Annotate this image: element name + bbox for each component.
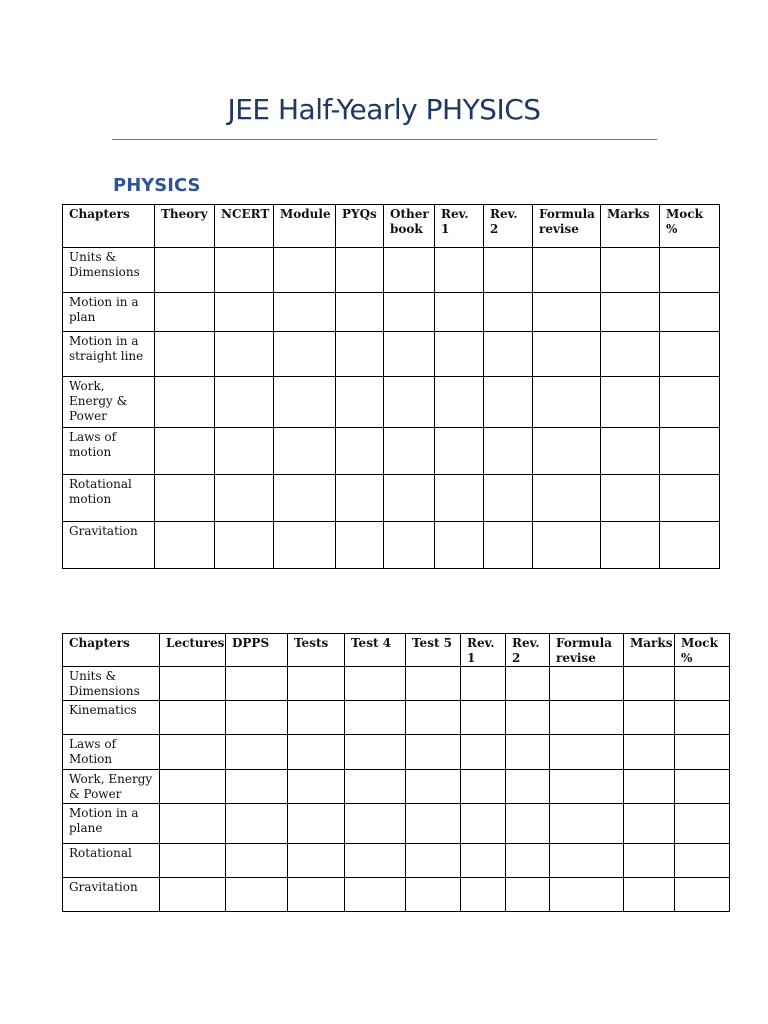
progress-cell[interactable] <box>288 844 345 878</box>
table-row <box>63 878 730 912</box>
progress-cell[interactable] <box>155 475 215 522</box>
progress-cell[interactable] <box>384 293 435 332</box>
progress-cell[interactable] <box>406 844 461 878</box>
progress-cell[interactable] <box>675 878 730 912</box>
progress-cell[interactable] <box>461 844 506 878</box>
progress-cell[interactable] <box>406 735 461 770</box>
progress-cell[interactable] <box>406 701 461 735</box>
progress-cell[interactable] <box>274 332 336 377</box>
progress-cell[interactable] <box>533 522 601 569</box>
chapter-name: Kinematics <box>63 701 160 735</box>
column-header: Formula revise <box>550 634 624 667</box>
progress-cell[interactable] <box>336 522 384 569</box>
column-header: Rev. 2 <box>484 205 533 248</box>
section-heading: PHYSICS <box>113 175 201 196</box>
progress-cell[interactable] <box>345 701 406 735</box>
progress-cell[interactable] <box>675 735 730 770</box>
table-row <box>63 428 720 475</box>
table-row <box>63 667 730 701</box>
progress-cell[interactable] <box>160 667 226 701</box>
physics-tracker-table-1 <box>62 204 720 569</box>
progress-cell[interactable] <box>155 377 215 428</box>
table-row <box>63 248 720 293</box>
table-header-row <box>63 634 730 667</box>
progress-cell[interactable] <box>336 377 384 428</box>
progress-cell[interactable] <box>384 522 435 569</box>
progress-cell[interactable] <box>288 804 345 844</box>
progress-cell[interactable] <box>660 522 720 569</box>
page-title: JEE Half-Yearly PHYSICS <box>227 93 541 126</box>
progress-cell[interactable] <box>345 667 406 701</box>
column-header: Test 4 <box>345 634 406 667</box>
table-row <box>63 735 730 770</box>
chapter-name: Work, Energy & Power <box>63 377 155 428</box>
chapter-name: Motion in a plane <box>63 804 160 844</box>
progress-cell[interactable] <box>533 428 601 475</box>
progress-cell[interactable] <box>336 293 384 332</box>
table-row <box>63 522 720 569</box>
progress-cell[interactable] <box>435 475 484 522</box>
progress-cell[interactable] <box>155 248 215 293</box>
column-header: Mock % <box>675 634 730 667</box>
progress-cell[interactable] <box>274 248 336 293</box>
progress-cell[interactable] <box>675 804 730 844</box>
column-header: Formula revise <box>533 205 601 248</box>
progress-cell[interactable] <box>215 248 274 293</box>
title-underline <box>112 139 657 140</box>
progress-cell[interactable] <box>435 377 484 428</box>
progress-cell[interactable] <box>274 522 336 569</box>
progress-cell[interactable] <box>288 701 345 735</box>
progress-cell[interactable] <box>660 248 720 293</box>
chapter-name: Work, Energy & Power <box>63 770 160 804</box>
progress-cell[interactable] <box>660 377 720 428</box>
progress-cell[interactable] <box>484 428 533 475</box>
progress-cell[interactable] <box>274 377 336 428</box>
column-header: Test 5 <box>406 634 461 667</box>
chapter-name: Laws of Motion <box>63 735 160 770</box>
column-header: Other book <box>384 205 435 248</box>
table-row <box>63 701 730 735</box>
progress-cell[interactable] <box>484 248 533 293</box>
progress-cell[interactable] <box>506 735 550 770</box>
column-header: Lectures <box>160 634 226 667</box>
progress-cell[interactable] <box>288 667 345 701</box>
progress-cell[interactable] <box>660 475 720 522</box>
table-row <box>63 770 730 804</box>
progress-cell[interactable] <box>601 248 660 293</box>
progress-cell[interactable] <box>226 844 288 878</box>
progress-cell[interactable] <box>215 475 274 522</box>
progress-cell[interactable] <box>215 428 274 475</box>
progress-cell[interactable] <box>226 667 288 701</box>
chapter-name: Laws of motion <box>63 428 155 475</box>
table-row <box>63 475 720 522</box>
progress-cell[interactable] <box>601 475 660 522</box>
column-header: Chapters <box>63 634 160 667</box>
table-row <box>63 293 720 332</box>
progress-cell[interactable] <box>484 522 533 569</box>
progress-cell[interactable] <box>155 293 215 332</box>
progress-cell[interactable] <box>288 735 345 770</box>
progress-cell[interactable] <box>550 770 624 804</box>
progress-cell[interactable] <box>160 701 226 735</box>
progress-cell[interactable] <box>624 701 675 735</box>
progress-cell[interactable] <box>384 428 435 475</box>
progress-cell[interactable] <box>336 248 384 293</box>
progress-cell[interactable] <box>274 428 336 475</box>
progress-cell[interactable] <box>384 475 435 522</box>
progress-cell[interactable] <box>336 475 384 522</box>
progress-cell[interactable] <box>345 804 406 844</box>
column-header: Module <box>274 205 336 248</box>
progress-cell[interactable] <box>461 804 506 844</box>
progress-cell[interactable] <box>226 770 288 804</box>
progress-cell[interactable] <box>226 804 288 844</box>
progress-cell[interactable] <box>550 844 624 878</box>
progress-cell[interactable] <box>601 293 660 332</box>
progress-cell[interactable] <box>675 701 730 735</box>
progress-cell[interactable] <box>675 770 730 804</box>
progress-cell[interactable] <box>406 878 461 912</box>
progress-cell[interactable] <box>484 377 533 428</box>
progress-cell[interactable] <box>461 770 506 804</box>
progress-cell[interactable] <box>601 377 660 428</box>
column-header: Rev. 2 <box>506 634 550 667</box>
progress-cell[interactable] <box>384 248 435 293</box>
progress-cell[interactable] <box>336 428 384 475</box>
progress-cell[interactable] <box>461 701 506 735</box>
progress-cell[interactable] <box>484 332 533 377</box>
column-header: Mock % <box>660 205 720 248</box>
progress-cell[interactable] <box>506 701 550 735</box>
chapter-name: Motion in a straight line <box>63 332 155 377</box>
progress-cell[interactable] <box>215 293 274 332</box>
progress-cell[interactable] <box>533 377 601 428</box>
column-header: Tests <box>288 634 345 667</box>
progress-cell[interactable] <box>288 770 345 804</box>
progress-cell[interactable] <box>484 293 533 332</box>
progress-cell[interactable] <box>226 878 288 912</box>
chapter-name: Rotational motion <box>63 475 155 522</box>
progress-cell[interactable] <box>533 293 601 332</box>
progress-cell[interactable] <box>288 878 345 912</box>
progress-cell[interactable] <box>461 735 506 770</box>
column-header: NCERT <box>215 205 274 248</box>
progress-cell[interactable] <box>506 770 550 804</box>
progress-cell[interactable] <box>435 248 484 293</box>
progress-cell[interactable] <box>336 332 384 377</box>
table-header-row <box>63 205 720 248</box>
progress-cell[interactable] <box>601 522 660 569</box>
progress-cell[interactable] <box>624 735 675 770</box>
progress-cell[interactable] <box>345 735 406 770</box>
table-row <box>63 377 720 428</box>
column-header: Rev. 1 <box>435 205 484 248</box>
progress-cell[interactable] <box>624 844 675 878</box>
progress-cell[interactable] <box>215 377 274 428</box>
progress-cell[interactable] <box>160 735 226 770</box>
progress-cell[interactable] <box>660 428 720 475</box>
column-header: Chapters <box>63 205 155 248</box>
table-row <box>63 804 730 844</box>
progress-cell[interactable] <box>533 248 601 293</box>
column-header: Theory <box>155 205 215 248</box>
chapter-name: Units & Dimensions <box>63 248 155 293</box>
progress-cell[interactable] <box>675 667 730 701</box>
progress-cell[interactable] <box>345 878 406 912</box>
column-header: Rev. 1 <box>461 634 506 667</box>
progress-cell[interactable] <box>660 332 720 377</box>
progress-cell[interactable] <box>484 475 533 522</box>
column-header: Marks <box>601 205 660 248</box>
column-header: DPPS <box>226 634 288 667</box>
progress-cell[interactable] <box>533 332 601 377</box>
progress-cell[interactable] <box>345 844 406 878</box>
progress-cell[interactable] <box>624 667 675 701</box>
progress-cell[interactable] <box>435 332 484 377</box>
progress-cell[interactable] <box>624 770 675 804</box>
progress-cell[interactable] <box>406 667 461 701</box>
progress-cell[interactable] <box>215 522 274 569</box>
progress-cell[interactable] <box>506 844 550 878</box>
progress-cell[interactable] <box>160 844 226 878</box>
progress-cell[interactable] <box>533 475 601 522</box>
progress-cell[interactable] <box>550 735 624 770</box>
progress-cell[interactable] <box>624 804 675 844</box>
progress-cell[interactable] <box>506 878 550 912</box>
progress-cell[interactable] <box>601 332 660 377</box>
progress-cell[interactable] <box>155 428 215 475</box>
progress-cell[interactable] <box>226 735 288 770</box>
progress-cell[interactable] <box>506 804 550 844</box>
progress-cell[interactable] <box>550 878 624 912</box>
chapter-name: Motion in a plan <box>63 293 155 332</box>
progress-cell[interactable] <box>274 475 336 522</box>
table-row <box>63 332 720 377</box>
progress-cell[interactable] <box>155 332 215 377</box>
column-header: Marks <box>624 634 675 667</box>
progress-cell[interactable] <box>435 522 484 569</box>
chapter-name: Gravitation <box>63 878 160 912</box>
progress-cell[interactable] <box>550 701 624 735</box>
progress-cell[interactable] <box>160 878 226 912</box>
progress-cell[interactable] <box>226 701 288 735</box>
progress-cell[interactable] <box>406 804 461 844</box>
progress-cell[interactable] <box>160 770 226 804</box>
progress-cell[interactable] <box>461 878 506 912</box>
chapter-name: Rotational <box>63 844 160 878</box>
progress-cell[interactable] <box>435 293 484 332</box>
progress-cell[interactable] <box>274 293 336 332</box>
progress-cell[interactable] <box>601 428 660 475</box>
progress-cell[interactable] <box>675 844 730 878</box>
progress-cell[interactable] <box>550 667 624 701</box>
progress-cell[interactable] <box>384 377 435 428</box>
table-row <box>63 844 730 878</box>
progress-cell[interactable] <box>155 522 215 569</box>
chapter-name: Units & Dimensions <box>63 667 160 701</box>
chapter-name: Gravitation <box>63 522 155 569</box>
progress-cell[interactable] <box>345 770 406 804</box>
progress-cell[interactable] <box>506 667 550 701</box>
progress-cell[interactable] <box>624 878 675 912</box>
progress-cell[interactable] <box>461 667 506 701</box>
column-header: PYQs <box>336 205 384 248</box>
progress-cell[interactable] <box>384 332 435 377</box>
progress-cell[interactable] <box>160 804 226 844</box>
progress-cell[interactable] <box>435 428 484 475</box>
physics-tracker-table-2 <box>62 633 730 912</box>
progress-cell[interactable] <box>215 332 274 377</box>
progress-cell[interactable] <box>406 770 461 804</box>
progress-cell[interactable] <box>660 293 720 332</box>
progress-cell[interactable] <box>550 804 624 844</box>
